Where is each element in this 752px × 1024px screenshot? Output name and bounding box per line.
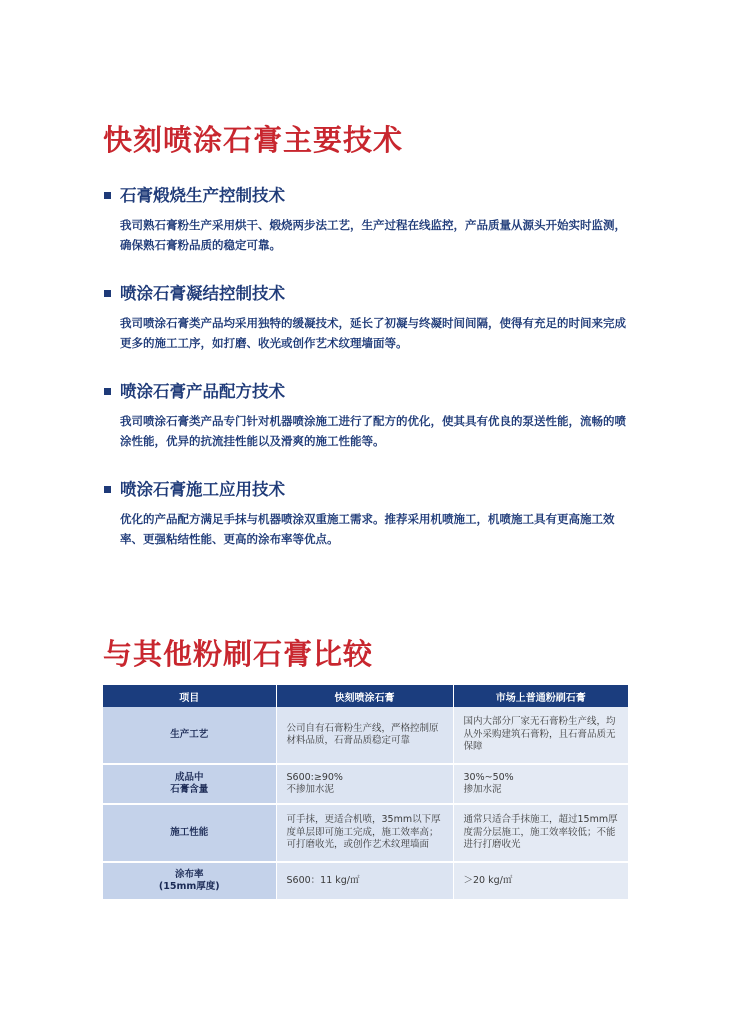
table-row bbox=[103, 707, 628, 764]
section-title-comparison: 与其他粉刷石膏比较 bbox=[103, 637, 374, 671]
column-header: 市场上普通粉刷石膏 bbox=[453, 685, 628, 707]
section-title-technology: 快刻喷涂石膏主要技术 bbox=[103, 123, 404, 157]
tech-item-body: 优化的产品配方满足手抹与机器喷涂双重施工需求。推荐采用机喷施工，机喷施工具有更高施工效率、更强粘结性能、更高的涂布率等优点。 bbox=[120, 512, 615, 546]
tech-item-calcination bbox=[104, 182, 634, 255]
tech-item-heading: 喷涂石膏产品配方技术 bbox=[120, 382, 285, 401]
tech-item-setting bbox=[104, 280, 634, 353]
column-header: 项目 bbox=[103, 685, 276, 707]
row-label: 成品中 石膏含量 bbox=[103, 764, 276, 804]
comparison-table bbox=[103, 685, 628, 901]
tech-item-body: 我司熟石膏粉生产采用烘干、煅烧两步法工艺，生产过程在线监控，产品质量从源头开始实时监测，确保熟石膏粉品质的稳定可靠。 bbox=[120, 218, 626, 252]
cell-kuaike: S600：11 kg/㎡ bbox=[276, 862, 453, 900]
cell-ordinary: 通常只适合手抹施工，超过15mm厚度需分层施工，施工效率较低；不能进行打磨收光 bbox=[453, 804, 628, 862]
tech-item-formula bbox=[104, 378, 634, 451]
row-label: 施工性能 bbox=[103, 804, 276, 862]
row-label: 生产工艺 bbox=[103, 707, 276, 764]
cell-ordinary: ＞20 kg/㎡ bbox=[453, 862, 628, 900]
cell-kuaike: 可手抹，更适合机喷，35mm以下厚度单层即可施工完成，施工效率高；可打磨收光，或创作艺术纹理墙面 bbox=[276, 804, 453, 862]
cell-ordinary: 国内大部分厂家无石膏粉生产线，均从外采购建筑石膏粉，且石膏品质无保障 bbox=[453, 707, 628, 764]
row-label: 涂布率 (15mm厚度) bbox=[103, 862, 276, 900]
table-header-row bbox=[103, 685, 628, 707]
bullet-square-icon bbox=[104, 290, 111, 297]
column-header: 快刻喷涂石膏 bbox=[276, 685, 453, 707]
tech-item-heading: 喷涂石膏施工应用技术 bbox=[120, 480, 285, 499]
tech-item-body: 我司喷涂石膏类产品均采用独特的缓凝技术，延长了初凝与终凝时间间隔，使得有充足的时间来完成更多的施工工序，如打磨、收光或创作艺术纹理墙面等。 bbox=[120, 316, 626, 350]
cell-ordinary: 30%~50% 掺加水泥 bbox=[453, 764, 628, 804]
table-row bbox=[103, 862, 628, 900]
tech-item-application bbox=[104, 476, 634, 549]
tech-item-body: 我司喷涂石膏类产品专门针对机器喷涂施工进行了配方的优化，使其具有优良的泵送性能，流畅的喷涂性能，优异的抗流挂性能以及滑爽的施工性能等。 bbox=[120, 414, 626, 448]
cell-kuaike: 公司自有石膏粉生产线，严格控制原材料品质，石膏品质稳定可靠 bbox=[276, 707, 453, 764]
table-row bbox=[103, 804, 628, 862]
bullet-square-icon bbox=[104, 486, 111, 493]
bullet-square-icon bbox=[104, 192, 111, 199]
table-row bbox=[103, 764, 628, 804]
cell-kuaike: S600:≥90% 不掺加水泥 bbox=[276, 764, 453, 804]
bullet-square-icon bbox=[104, 388, 111, 395]
tech-item-heading: 石膏煅烧生产控制技术 bbox=[120, 186, 285, 205]
tech-item-heading: 喷涂石膏凝结控制技术 bbox=[120, 284, 285, 303]
